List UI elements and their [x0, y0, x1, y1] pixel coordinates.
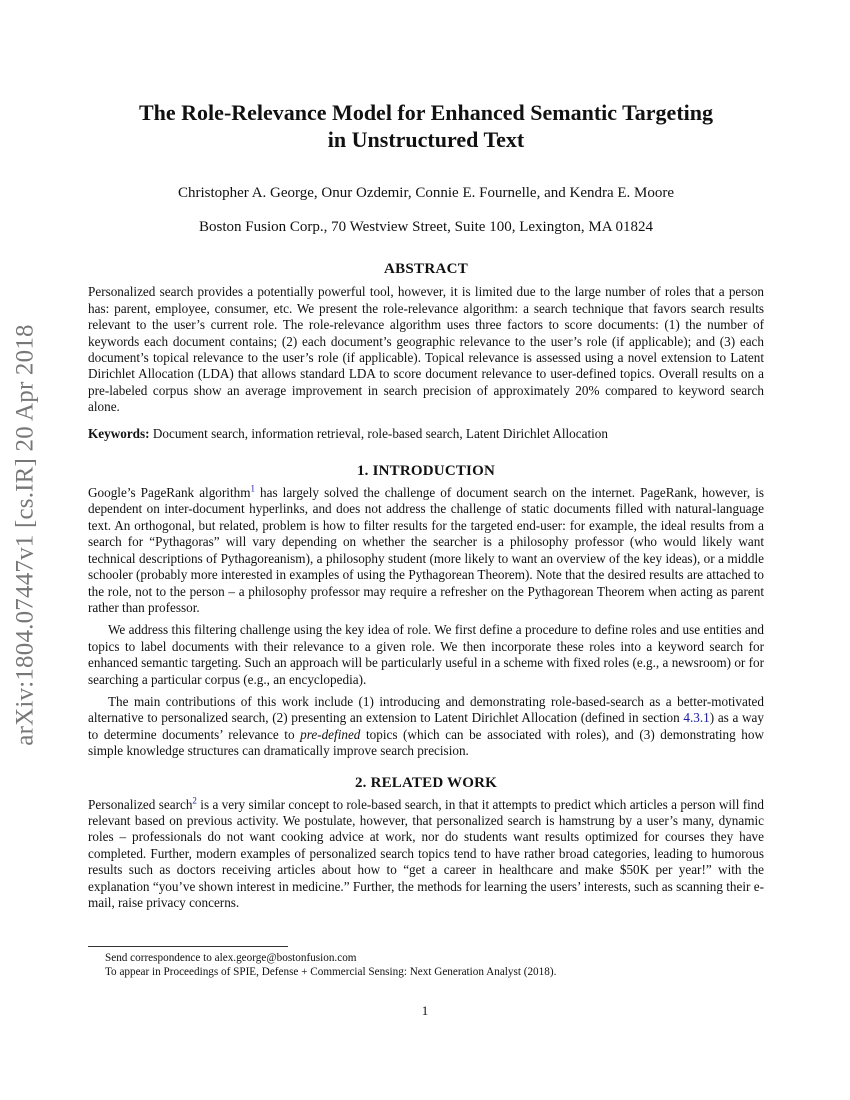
intro-p1-text-a: Google’s PageRank algorithm [88, 485, 251, 501]
paper-title [88, 99, 764, 153]
intro-paragraph-3 [88, 694, 764, 760]
arxiv-identifier-text: arXiv:1804.07447v1 [cs.IR] 20 Apr 2018 [12, 324, 40, 746]
section-heading-related-work: 2. RELATED WORK [354, 774, 498, 791]
related-p1-text-a: Personalized search [88, 796, 193, 812]
abstract-heading: ABSTRACT [383, 261, 469, 277]
footnote-ref-1[interactable]: 1 [250, 483, 255, 494]
intro-p3-emphasis: pre-defined [300, 726, 361, 742]
intro-paragraph-1 [88, 485, 764, 616]
title-line-1: The Role-Relevance Model for Enhanced Semantic Targeting [139, 100, 713, 125]
intro-p3-text-c: topics (which can be associated with roles), and (3) demonstrating how simple knowledge structures can dramatically improve search precision. [88, 726, 764, 759]
intro-paragraph-2: We address this filtering challenge using the key idea of role. We first define a procedure to define roles and use entities and topics to label documents with their relevance to a given role. We then incorporate these roles into a keyword search for enhanced semantic targeting. Such an approach will be particularly useful in a scheme with fixed roles (e.g., a newsroom) or for searching a particular corpus (e.g., an encyclopedia). [88, 622, 764, 687]
related-p1-text-b: is a very similar concept to role-based search, in that it attempts to predict which articles a person will find relevant based on previous activity. We postulate, however, that personalized search is hamstrung by a user’s many, dynamic roles – professionals do not want cooking advice at work, nor do students want results optimized for courses they have completed. Further, modern examples of personalized search topics tend to have rather broad categories, leading to humorous results such as doctors receiving articles about how to “get a career in healthcare and make $50K per year!” with the explanation “you’ve shown interest in medicine.” Further, the methods for learning the users’ interests, such as scanning their e-mail, raise privacy concerns. [88, 796, 764, 910]
footnote-correspondence: Send correspondence to alex.george@bostonfusion.com [105, 952, 357, 964]
keywords-text: Document search, information retrieval, role-based search, Latent Dirichlet Allocation [149, 425, 608, 441]
section-heading-introduction: 1. INTRODUCTION [356, 463, 495, 480]
page-number: 1 [421, 1003, 429, 1018]
paper-page [88, 0, 764, 911]
footnote-ref-2[interactable]: 2 [192, 795, 197, 806]
intro-p3-text-a: The main contributions of this work include (1) introducing and demonstrating role-based-search as a better-motivated alternative to personalized search, (2) presenting an extension to Latent Dirichlet Allocation (defined in section [88, 693, 764, 726]
intro-p1-text-b: has largely solved the challenge of document search on the internet. PageRank, however, is dependent on inter-document hyperlinks, and does not address the challenge of static documents filled with natural-language text. An orthogonal, but related, problem is how to filter results for the targeted end-user: for example, the ideal results from a search for “Pythagoras” will vary depending on whether the searcher is a philosophy professor (who would likely want technical descriptions of Pythagoreanism), a philosophy student (more likely to want an overview of the key ideas), or a middle schooler (probably more interested in examples of using the Pythagorean Theorem). Note that the desired results are attached to the role, not to the person – a philosophy professor may require a refresher on the Pythagorean Theorem when acting as parent rather than professor. [88, 485, 764, 615]
title-line-2: in Unstructured Text [327, 127, 525, 152]
affiliation: Boston Fusion Corp., 70 Westview Street, Suite 100, Lexington, MA 01824 [199, 219, 653, 235]
section-ref-link[interactable]: 4.3.1 [683, 710, 710, 726]
footnote-rule [88, 946, 288, 947]
footnote-venue: To appear in Proceedings of SPIE, Defense + Commercial Sensing: Next Generation Analyst (2018). [105, 966, 557, 978]
keywords-label: Keywords: [88, 425, 150, 441]
related-paragraph-1 [88, 797, 764, 912]
footnotes [88, 946, 764, 979]
keywords [88, 426, 764, 442]
arxiv-identifier [6, 300, 46, 770]
abstract-text: Personalized search provides a potentially powerful tool, however, it is limited due to the large number of roles that a person has: parent, employee, consumer, etc. We present the role-relevance algorithm: a search technique that favors search results relevant to the user’s current role. The role-relevance algorithm uses three factors to score documents: (1) the number of keywords each document contains; (2) each document’s geographic relevance to the user’s role (if applicable); and (3) each document’s topical relevance to the user’s role (if applicable). Topical relevance is assessed using a novel extension to Latent Dirichlet Allocation (LDA) that allows standard LDA to score document relevance to user-defined topics. Overall results on a pre-labeled corpus show an average improvement in search precision of approximately 20% compared to keyword search alone. [88, 284, 764, 415]
author-list: Christopher A. George, Onur Ozdemir, Connie E. Fournelle, and Kendra E. Moore [177, 185, 675, 201]
intro-p3-text-b: ) as a way to determine documents’ relevance to [88, 710, 765, 742]
